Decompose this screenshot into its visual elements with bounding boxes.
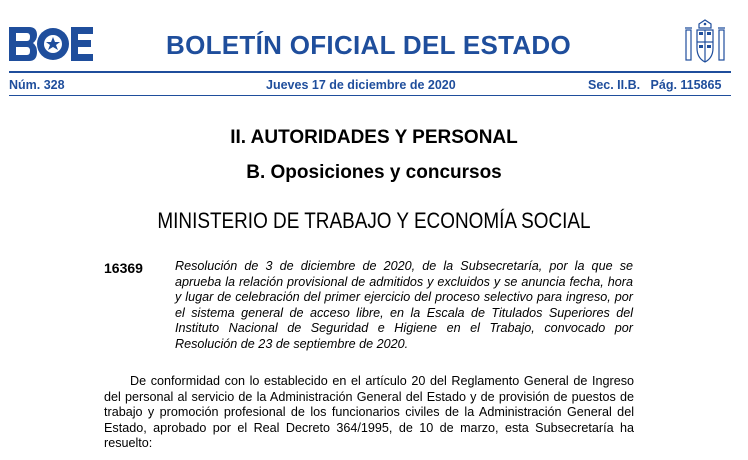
gazette-title: BOLETÍN OFICIAL DEL ESTADO xyxy=(166,30,572,60)
coat-of-arms-icon xyxy=(683,18,727,66)
header-rule xyxy=(9,71,731,73)
resolution-number: 16369 xyxy=(104,260,143,276)
section-heading: II. AUTORIDADES Y PERSONAL xyxy=(230,127,518,148)
header-rule-bottom xyxy=(9,95,731,96)
subsection-heading: B. Oposiciones y concursos xyxy=(246,162,502,183)
ministry-heading: MINISTERIO DE TRABAJO Y ECONOMÍA SOCIAL xyxy=(157,208,591,233)
section-page: Sec. II.B. Pág. 115865 xyxy=(588,78,722,92)
issue-number: Núm. 328 xyxy=(9,78,65,92)
issue-date: Jueves 17 de diciembre de 2020 xyxy=(266,78,456,92)
body-paragraph: De conformidad con lo establecido en el artículo 20 del Reglamento General de Ingreso del personal al servicio de la Administración General del Estado y de provisión de puestos de trabajo y promoción profesional de los funcionarios civiles de la Administración General del Estado, aprobado por el Real Decreto 364/1995, de 10 de marzo, esta Subsecretaría ha resuelto: xyxy=(104,374,634,451)
resolution-title: Resolución de 3 de diciembre de 2020, de la Subsecretaría, por la que se aprueba la relación provisional de admitidos y excluidos y se anuncia fecha, hora y lugar de celebración del primer ejercicio del proceso selectivo para ingreso, por el sistema general de acceso libre, en la Escala de Titulados Superiores del Instituto Nacional de Seguridad e Higiene en el Trabajo, convocado por Resolución de 23 de septiembre de 2020. xyxy=(175,259,633,351)
boe-logo xyxy=(9,27,93,61)
